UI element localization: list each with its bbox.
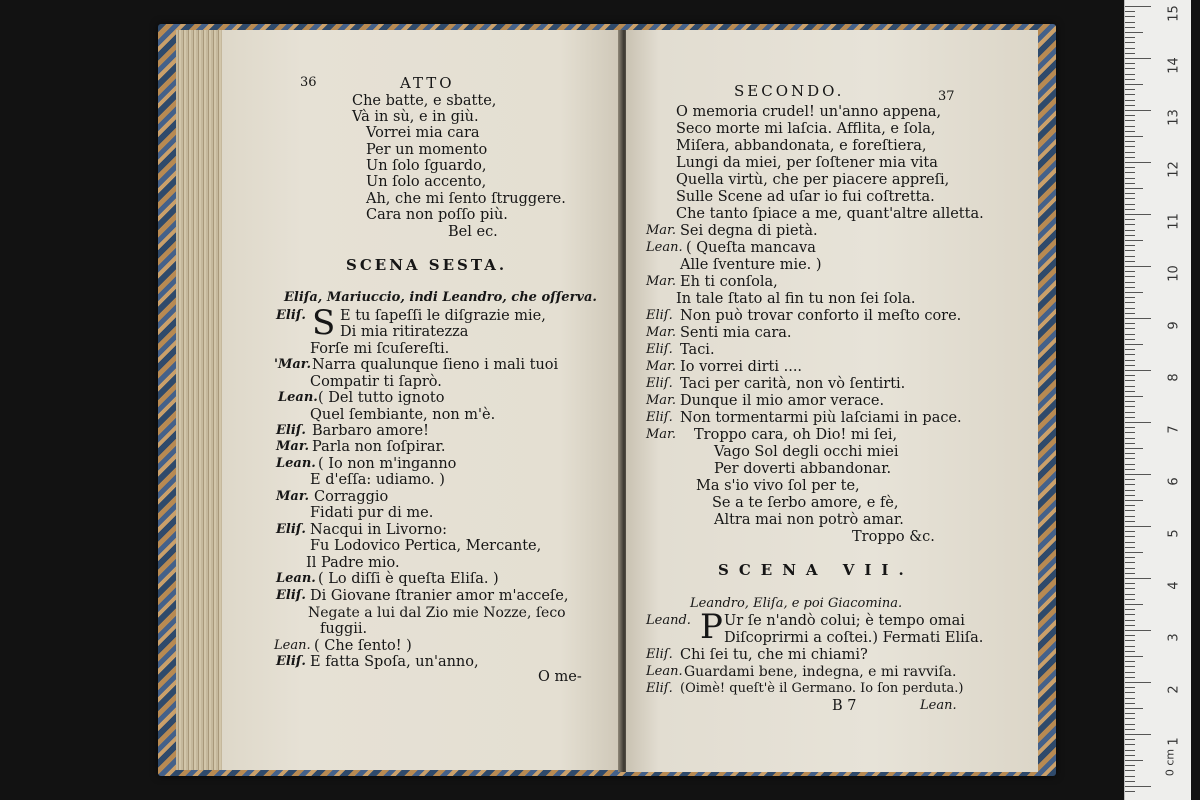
ruler-tick bbox=[1125, 791, 1135, 792]
dialogue-text: Fidati pur di me. bbox=[310, 505, 434, 521]
ruler-tick bbox=[1125, 380, 1135, 381]
ruler-label: 13 bbox=[1166, 109, 1182, 126]
ruler-tick bbox=[1125, 484, 1135, 485]
dialogue-text: Chi ſei tu, che mi chiami? bbox=[680, 647, 868, 663]
ruler-tick bbox=[1125, 63, 1135, 64]
verse-line: Bel ec. bbox=[448, 224, 498, 240]
ruler-tick bbox=[1125, 427, 1135, 428]
ruler-tick bbox=[1125, 479, 1135, 480]
speaker: Eliſ. bbox=[276, 522, 306, 537]
scene-title: SCENA SESTA. bbox=[346, 256, 508, 274]
ruler-tick bbox=[1125, 547, 1135, 548]
ruler-tick bbox=[1125, 453, 1135, 454]
ruler-label: 15 bbox=[1166, 5, 1182, 22]
ruler-tick bbox=[1125, 557, 1135, 558]
ruler-tick bbox=[1125, 334, 1135, 335]
ruler-tick bbox=[1125, 765, 1135, 766]
ruler-tick bbox=[1125, 297, 1135, 298]
dialogue-text: ( Io non m'inganno bbox=[318, 456, 457, 472]
ruler-unit: 0 cm bbox=[1163, 748, 1177, 777]
ruler-tick bbox=[1125, 391, 1135, 392]
speaker: Lean. bbox=[278, 390, 318, 405]
ruler-tick bbox=[1125, 230, 1135, 231]
text-line: Miſera, abbandonata, e foreſtiera, bbox=[676, 138, 927, 154]
speaker: Mar. bbox=[646, 359, 676, 374]
running-head: SECONDO. bbox=[734, 82, 845, 100]
ruler-tick bbox=[1125, 469, 1135, 470]
ruler-tick bbox=[1125, 604, 1143, 605]
speaker: Lean. bbox=[276, 456, 316, 471]
ruler-tick bbox=[1125, 115, 1135, 116]
ruler-tick bbox=[1125, 448, 1143, 449]
ruler-tick bbox=[1125, 48, 1135, 49]
ruler-tick bbox=[1125, 718, 1135, 719]
dialogue-text: Barbaro amore! bbox=[312, 423, 429, 439]
ruler-tick bbox=[1125, 666, 1135, 667]
ruler-tick bbox=[1125, 126, 1135, 127]
scene-cast: Eliſa, Mariuccio, indi Leandro, che oſſerva. bbox=[284, 290, 597, 305]
ruler-tick bbox=[1125, 162, 1151, 163]
text-line: Quella virtù, che per piacere appreſi, bbox=[676, 172, 950, 188]
speaker: Lean. bbox=[274, 638, 311, 653]
ruler-tick bbox=[1125, 328, 1135, 329]
dialogue-text: Ur ſe n'andò colui; è tempo omai bbox=[724, 613, 965, 629]
ruler-tick bbox=[1125, 172, 1135, 173]
ruler-tick bbox=[1125, 401, 1135, 402]
speaker: Mar. bbox=[646, 427, 676, 442]
ruler-tick bbox=[1125, 500, 1143, 501]
dialogue-text: Narra qualunque ſieno i mali tuoi bbox=[312, 357, 559, 373]
dialogue-text: Il Padre mio. bbox=[306, 555, 400, 571]
ruler-tick bbox=[1125, 146, 1135, 147]
dialogue-text: Non tormentarmi più laſciami in pace. bbox=[680, 410, 962, 426]
ruler-tick bbox=[1125, 94, 1135, 95]
ruler-label: 2 bbox=[1166, 685, 1182, 694]
ruler-tick bbox=[1125, 136, 1143, 137]
ruler-tick bbox=[1125, 651, 1135, 652]
ruler-label: 14 bbox=[1166, 57, 1182, 74]
page-stack-edge bbox=[176, 30, 226, 770]
dialogue-text: Io vorrei dirti .... bbox=[680, 359, 803, 375]
speaker: Eliſ. bbox=[646, 410, 673, 425]
text-line: O memoria crudel! un'anno appena, bbox=[676, 104, 942, 120]
ruler-tick bbox=[1125, 630, 1151, 631]
ruler-tick bbox=[1125, 432, 1135, 433]
ruler-tick bbox=[1125, 110, 1151, 111]
ruler-tick bbox=[1125, 323, 1135, 324]
ruler-tick bbox=[1125, 588, 1135, 589]
speaker: Eliſ. bbox=[646, 376, 673, 391]
drop-cap: P bbox=[700, 607, 723, 647]
ruler-tick bbox=[1125, 235, 1135, 236]
ruler-tick bbox=[1125, 339, 1135, 340]
dialogue-text: In tale ſtato al fin tu non ſei ſola. bbox=[676, 291, 916, 307]
ruler-tick bbox=[1125, 276, 1135, 277]
ruler-tick bbox=[1125, 27, 1135, 28]
ruler-label: 10 bbox=[1166, 265, 1182, 282]
ruler-tick bbox=[1125, 396, 1143, 397]
ruler-tick bbox=[1125, 625, 1135, 626]
ruler-tick bbox=[1125, 209, 1135, 210]
verse-line: Un ſolo ſguardo, bbox=[366, 158, 487, 174]
dialogue-text: Sei degna di pietà. bbox=[680, 223, 818, 239]
ruler-tick bbox=[1125, 536, 1135, 537]
ruler-tick bbox=[1125, 224, 1135, 225]
speaker: Eliſ. bbox=[646, 342, 673, 357]
ruler-tick bbox=[1125, 635, 1135, 636]
ruler-tick bbox=[1125, 58, 1151, 59]
ruler-tick bbox=[1125, 656, 1143, 657]
speaker: Eliſ. bbox=[276, 588, 306, 603]
page-number: 37 bbox=[938, 89, 955, 104]
ruler-tick bbox=[1125, 661, 1135, 662]
ruler-label: 6 bbox=[1166, 477, 1182, 486]
speaker: Mar. bbox=[276, 489, 309, 504]
ruler-tick bbox=[1125, 250, 1135, 251]
dialogue-text: Troppo cara, oh Dio! mi ſei, bbox=[694, 427, 898, 443]
ruler-tick bbox=[1125, 458, 1135, 459]
ruler-tick bbox=[1125, 729, 1135, 730]
ruler-label: 5 bbox=[1166, 529, 1182, 538]
dialogue-text: E d'eſſa: udiamo. ) bbox=[310, 472, 445, 488]
ruler-tick bbox=[1125, 204, 1135, 205]
ruler-tick bbox=[1125, 526, 1151, 527]
ruler-tick bbox=[1125, 583, 1135, 584]
speaker: 'Mar. bbox=[274, 357, 311, 372]
ruler-tick bbox=[1125, 178, 1135, 179]
ruler-tick bbox=[1125, 609, 1135, 610]
verse-line: Và in sù, e in giù. bbox=[352, 109, 479, 125]
ruler-tick bbox=[1125, 417, 1135, 418]
ruler-tick bbox=[1125, 724, 1135, 725]
ruler-tick bbox=[1125, 552, 1143, 553]
ruler-tick bbox=[1125, 682, 1151, 683]
ruler-tick bbox=[1125, 370, 1151, 371]
speaker: Eliſ. bbox=[276, 423, 306, 438]
ruler-tick bbox=[1125, 53, 1135, 54]
aria-line: Se a te ſerbo amore, e fè, bbox=[712, 495, 899, 511]
catchword: O me- bbox=[538, 669, 582, 685]
aria-end: Troppo &c. bbox=[852, 529, 935, 545]
dialogue-text: Taci. bbox=[680, 342, 715, 358]
ruler-tick bbox=[1125, 68, 1135, 69]
ruler-tick bbox=[1125, 406, 1135, 407]
text-line: Seco morte mi laſcia. Afflita, e ſola, bbox=[676, 121, 936, 137]
measuring-ruler bbox=[1124, 0, 1191, 800]
dialogue-text: Parla non ſoſpirar. bbox=[312, 439, 446, 455]
speaker: Lean. bbox=[276, 571, 316, 586]
ruler-label: 1 bbox=[1166, 737, 1182, 746]
ruler-label: 8 bbox=[1166, 373, 1182, 382]
dialogue-text: fuggii. bbox=[320, 621, 368, 637]
speaker: Mar. bbox=[276, 439, 309, 454]
ruler-tick bbox=[1125, 42, 1135, 43]
ruler-tick bbox=[1125, 734, 1151, 735]
ruler-tick bbox=[1125, 256, 1135, 257]
verse-line: Che batte, e sbatte, bbox=[352, 93, 497, 109]
aria-line: Altra mai non potrò amar. bbox=[714, 512, 904, 528]
ruler-tick bbox=[1125, 713, 1135, 714]
ruler-tick bbox=[1125, 287, 1135, 288]
speaker: Eliſ. bbox=[276, 308, 306, 323]
left-page bbox=[222, 30, 620, 770]
ruler-tick bbox=[1125, 240, 1143, 241]
dialogue-text: Eh ti conſola, bbox=[680, 274, 778, 290]
dialogue-text: ( Del tutto ignoto bbox=[318, 390, 445, 406]
ruler-tick bbox=[1125, 266, 1151, 267]
ruler-tick bbox=[1125, 755, 1135, 756]
dialogue-text: Diſcoprirmi a coſtei.) Fermati Eliſa. bbox=[724, 630, 984, 646]
dialogue-text: Di Giovane ſtranier amor m'acceſe, bbox=[310, 588, 569, 604]
ruler-tick bbox=[1125, 131, 1135, 132]
dialogue-text: Quel ſembiante, non m'è. bbox=[310, 407, 496, 423]
dialogue-text: ( Lo diſſi è queſta Eliſa. ) bbox=[318, 571, 499, 587]
dialogue-text: Alle ſventure mie. ) bbox=[680, 257, 822, 273]
ruler-label: 12 bbox=[1166, 161, 1182, 178]
ruler-tick bbox=[1125, 219, 1135, 220]
ruler-tick bbox=[1125, 614, 1135, 615]
speaker: Mar. bbox=[646, 274, 676, 289]
aria-line: Per doverti abbandonar. bbox=[714, 461, 892, 477]
ruler-tick bbox=[1125, 167, 1135, 168]
scene-cast: Leandro, Eliſa, e poi Giacomina. bbox=[690, 596, 903, 611]
ruler-tick bbox=[1125, 495, 1135, 496]
ruler-tick bbox=[1125, 198, 1135, 199]
ruler-tick bbox=[1125, 739, 1135, 740]
ruler-tick bbox=[1125, 578, 1151, 579]
dialogue-text: Negate a lui dal Zio mie Nozze, ſeco bbox=[308, 605, 566, 621]
ruler-tick bbox=[1125, 646, 1135, 647]
ruler-tick bbox=[1125, 708, 1143, 709]
ruler-tick bbox=[1125, 6, 1151, 7]
ruler-tick bbox=[1125, 562, 1135, 563]
verse-line: Per un momento bbox=[366, 142, 488, 158]
ruler-tick bbox=[1125, 687, 1135, 688]
dialogue-text: Fu Lodovico Pertica, Mercante, bbox=[310, 538, 542, 554]
speaker: Eliſ. bbox=[646, 681, 673, 696]
dialogue-text: (Oimè! queſt'è il Germano. Io ſon perduta.) bbox=[680, 681, 964, 696]
ruler-tick bbox=[1125, 786, 1151, 787]
scene-title: SCENA VII. bbox=[718, 561, 914, 579]
ruler-tick bbox=[1125, 214, 1151, 215]
ruler-tick bbox=[1125, 516, 1135, 517]
ruler-tick bbox=[1125, 692, 1135, 693]
ruler-tick bbox=[1125, 594, 1135, 595]
dialogue-text: E tu ſapeſſi le diſgrazie mie, bbox=[340, 308, 546, 324]
dialogue-text: Guardami bene, indegna, e mi ravviſa. bbox=[684, 664, 957, 680]
dialogue-text: E fatta Spoſa, un'anno, bbox=[310, 654, 479, 670]
ruler-tick bbox=[1125, 531, 1135, 532]
ruler-tick bbox=[1125, 245, 1135, 246]
ruler-tick bbox=[1125, 760, 1143, 761]
speaker: Mar. bbox=[646, 393, 676, 408]
ruler-tick bbox=[1125, 344, 1143, 345]
ruler-tick bbox=[1125, 360, 1135, 361]
text-line: Che tanto ſpiace a me, quant'altre alletta. bbox=[676, 206, 984, 222]
dialogue-text: Di mia ritiratezza bbox=[340, 324, 469, 340]
ruler-tick bbox=[1125, 464, 1135, 465]
dialogue-text: Senti mia cara. bbox=[680, 325, 792, 341]
ruler-tick bbox=[1125, 505, 1135, 506]
ruler-tick bbox=[1125, 375, 1135, 376]
aria-line: Vago Sol degli occhi miei bbox=[714, 444, 899, 460]
ruler-tick bbox=[1125, 302, 1135, 303]
dialogue-text: ( Queſta mancava bbox=[686, 240, 816, 256]
speaker: Leand. bbox=[646, 613, 691, 628]
ruler-tick bbox=[1125, 474, 1151, 475]
ruler-tick bbox=[1125, 781, 1135, 782]
ruler-tick bbox=[1125, 152, 1135, 153]
ruler-tick bbox=[1125, 744, 1135, 745]
speaker: Eliſ. bbox=[646, 647, 673, 662]
ruler-tick bbox=[1125, 22, 1135, 23]
ruler-tick bbox=[1125, 365, 1135, 366]
ruler-tick bbox=[1125, 677, 1135, 678]
right-page bbox=[626, 30, 1038, 772]
verse-line: Vorrei mia cara bbox=[366, 125, 480, 141]
catchword: Lean. bbox=[920, 698, 957, 713]
ruler-tick bbox=[1125, 79, 1135, 80]
ruler-tick bbox=[1125, 521, 1135, 522]
speaker: Eliſ. bbox=[646, 308, 673, 323]
ruler-tick bbox=[1125, 141, 1135, 142]
ruler-tick bbox=[1125, 349, 1135, 350]
ruler-tick bbox=[1125, 100, 1135, 101]
dialogue-text: Nacqui in Livorno: bbox=[310, 522, 447, 538]
ruler-tick bbox=[1125, 292, 1143, 293]
ruler-label: 3 bbox=[1166, 633, 1182, 642]
ruler-tick bbox=[1125, 282, 1135, 283]
ruler-tick bbox=[1125, 105, 1135, 106]
ruler-tick bbox=[1125, 620, 1135, 621]
speaker: Lean. bbox=[646, 240, 683, 255]
ruler-tick bbox=[1125, 542, 1135, 543]
ruler-tick bbox=[1125, 568, 1135, 569]
dialogue-text: Forſe mi ſcuſereſti. bbox=[310, 341, 450, 357]
ruler-tick bbox=[1125, 438, 1135, 439]
ruler-tick bbox=[1125, 84, 1143, 85]
ruler-tick bbox=[1125, 183, 1135, 184]
ruler-tick bbox=[1125, 770, 1135, 771]
verse-line: Cara non poſſo più. bbox=[366, 207, 508, 223]
ruler-tick bbox=[1125, 599, 1135, 600]
ruler-tick bbox=[1125, 672, 1135, 673]
ruler-tick bbox=[1125, 703, 1135, 704]
ruler-tick bbox=[1125, 308, 1135, 309]
dialogue-text: Compatir ti ſaprò. bbox=[310, 374, 442, 390]
ruler-tick bbox=[1125, 11, 1135, 12]
ruler-label: 9 bbox=[1166, 321, 1182, 330]
ruler-tick bbox=[1125, 490, 1135, 491]
speaker: Mar. bbox=[646, 325, 676, 340]
ruler-tick bbox=[1125, 776, 1135, 777]
page-number: 36 bbox=[300, 75, 317, 90]
ruler-tick bbox=[1125, 32, 1143, 33]
ruler-tick bbox=[1125, 261, 1135, 262]
ruler-tick bbox=[1125, 120, 1135, 121]
ruler-tick bbox=[1125, 640, 1135, 641]
speaker: Mar. bbox=[646, 223, 676, 238]
ruler-tick bbox=[1125, 386, 1135, 387]
ruler-tick bbox=[1125, 573, 1135, 574]
text-line: Lungi da miei, per ſoſtener mia vita bbox=[676, 155, 938, 171]
dialogue-text: Dunque il mio amor verace. bbox=[680, 393, 885, 409]
ruler-label: 4 bbox=[1166, 581, 1182, 590]
aria-line: Ma s'io vivo ſol per te, bbox=[696, 478, 860, 494]
ruler-tick bbox=[1125, 16, 1135, 17]
ruler-tick bbox=[1125, 157, 1135, 158]
signature-mark: B 7 bbox=[832, 698, 857, 714]
speaker: Eliſ. bbox=[276, 654, 306, 669]
text-line: Sulle Scene ad uſar io fui coſtretta. bbox=[676, 189, 935, 205]
ruler-tick bbox=[1125, 193, 1135, 194]
ruler-label: 11 bbox=[1166, 213, 1182, 230]
dialogue-text: Non può trovar conforto il meſto core. bbox=[680, 308, 962, 324]
speaker: Lean. bbox=[646, 664, 683, 679]
dialogue-text: Taci per carità, non vò ſentirti. bbox=[680, 376, 906, 392]
ruler-tick bbox=[1125, 750, 1135, 751]
ruler-tick bbox=[1125, 89, 1135, 90]
ruler-tick bbox=[1125, 188, 1143, 189]
ruler-label: 7 bbox=[1166, 425, 1182, 434]
running-head: ATTO bbox=[400, 74, 455, 92]
ruler-tick bbox=[1125, 271, 1135, 272]
ruler-tick bbox=[1125, 422, 1151, 423]
ruler-tick bbox=[1125, 37, 1135, 38]
verse-line: Un ſolo accento, bbox=[366, 174, 487, 190]
ruler-tick bbox=[1125, 354, 1135, 355]
ruler-tick bbox=[1125, 443, 1135, 444]
drop-cap: S bbox=[312, 303, 336, 343]
ruler-tick bbox=[1125, 412, 1135, 413]
ruler-tick bbox=[1125, 318, 1151, 319]
dialogue-text: ( Che ſento! ) bbox=[314, 638, 412, 654]
verse-line: Ah, che mi ſento ſtruggere. bbox=[366, 191, 566, 207]
ruler-tick bbox=[1125, 510, 1135, 511]
ruler-tick bbox=[1125, 313, 1135, 314]
ruler-tick bbox=[1125, 698, 1135, 699]
dialogue-text: Corraggio bbox=[314, 489, 389, 505]
ruler-tick bbox=[1125, 74, 1135, 75]
